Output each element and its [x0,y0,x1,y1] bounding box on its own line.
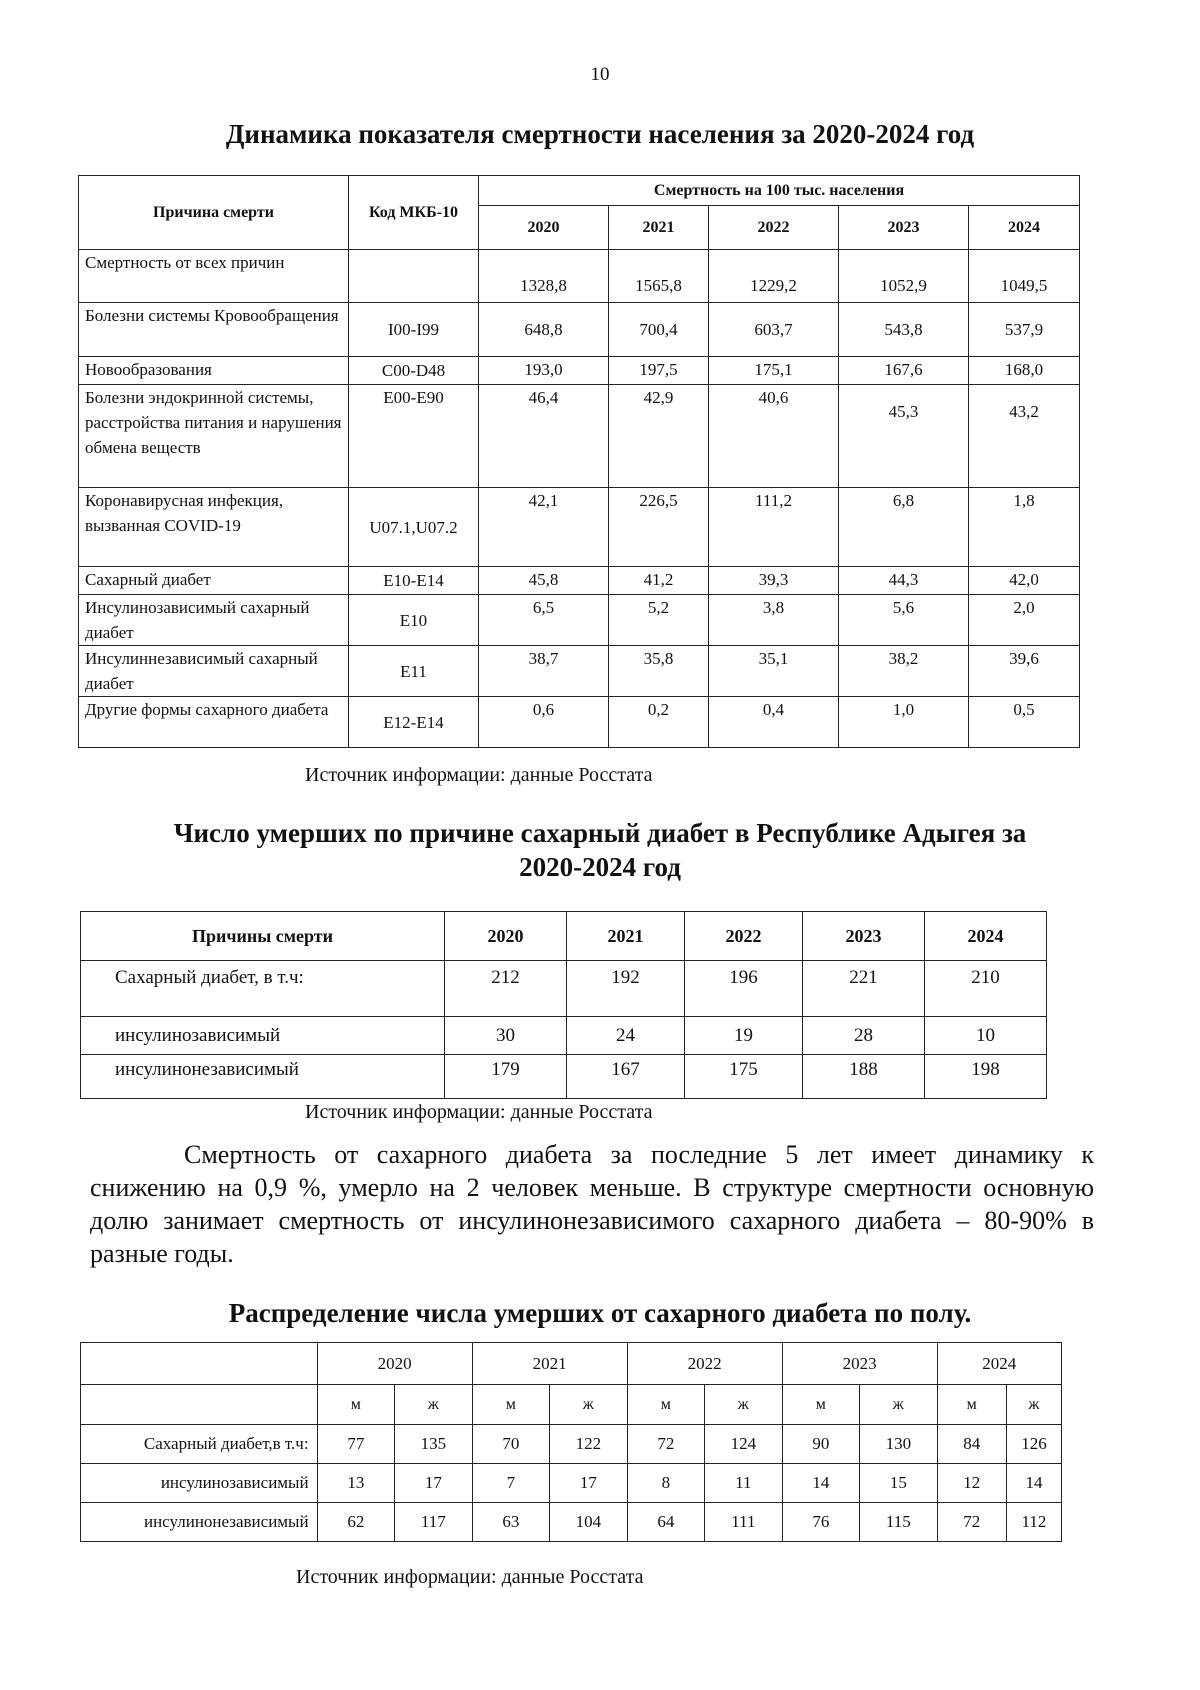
value-cell: 72 [937,1503,1006,1542]
table3-source: Источник информации: данные Росстата [296,1566,644,1588]
year-header: 2022 [709,206,839,250]
value-cell: 5,6 [839,595,969,646]
sex-male-header: м [472,1385,550,1425]
table2-source: Источник информации: данные Росстата [305,1101,653,1123]
value-cell: 0,2 [609,697,709,748]
sex-female-header: ж [705,1385,783,1425]
value-cell: 3,8 [709,595,839,646]
cause-cell: Смертность от всех причин [79,250,349,303]
cause-cell: Инсулиннезависимый сахарный диабет [79,646,349,697]
value-cell: 111,2 [709,488,839,567]
cause-cell: Сахарный диабет,в т.ч: [81,1425,318,1464]
empty-header-cell [81,1385,318,1425]
table-row [79,488,1080,567]
value-cell: 14 [1006,1464,1061,1503]
value-cell: 1229,2 [709,250,839,303]
value-cell: 175 [685,1055,803,1099]
value-cell: 167,6 [839,357,969,385]
sex-female-header: ж [860,1385,938,1425]
sex-female-header: ж [1006,1385,1061,1425]
page-number: 10 [590,64,610,85]
table-row [79,303,1080,357]
year-header: 2020 [317,1343,472,1385]
value-cell: 15 [860,1464,938,1503]
year-header: 2023 [839,206,969,250]
value-cell: 84 [937,1425,1006,1464]
value-cell: 41,2 [609,567,709,595]
table-row [81,1425,1062,1464]
value-cell: 104 [550,1503,628,1542]
cause-cell: Сахарный диабет [79,567,349,595]
table-row [79,385,1080,488]
cause-cell: Другие формы сахарного диабета [79,697,349,748]
value-cell: 77 [317,1425,395,1464]
cause-cell: инсулинозависимый [81,1464,318,1503]
value-cell: 14 [782,1464,860,1503]
value-cell: 6,5 [479,595,609,646]
table-row [81,1464,1062,1503]
value-cell: 117 [395,1503,473,1542]
col-group-header: Смертность на 100 тыс. населения [479,176,1080,206]
value-cell: 212 [445,961,567,1017]
sex-male-header: м [627,1385,705,1425]
diabetes-deaths-table [80,911,1047,1099]
year-header: 2021 [472,1343,627,1385]
sex-female-header: ж [395,1385,473,1425]
value-cell: 35,8 [609,646,709,697]
cause-cell: Сахарный диабет, в т.ч: [81,961,445,1017]
value-cell: 13 [317,1464,395,1503]
value-cell: 0,4 [709,697,839,748]
table-row [79,697,1080,748]
table-row [81,1503,1062,1542]
value-cell: 38,2 [839,646,969,697]
cause-cell: инсулинонезависимый [81,1503,318,1542]
value-cell: 543,8 [839,303,969,357]
value-cell: 39,6 [969,646,1080,697]
value-cell: 1052,9 [839,250,969,303]
value-cell: 64 [627,1503,705,1542]
cause-cell: Новообразования [79,357,349,385]
value-cell: 30 [445,1017,567,1055]
year-header: 2020 [479,206,609,250]
cause-cell: Болезни системы Кровообращения [79,303,349,357]
value-cell: 44,3 [839,567,969,595]
value-cell: 124 [705,1425,783,1464]
value-cell: 72 [627,1425,705,1464]
code-cell: E00-E90 [349,385,479,488]
value-cell: 1,0 [839,697,969,748]
table-row [79,357,1080,385]
code-cell: C00-D48 [349,357,479,385]
sex-male-header: м [937,1385,1006,1425]
value-cell: 8 [627,1464,705,1503]
table2-title-line2: 2020-2024 год [519,852,681,882]
value-cell: 42,9 [609,385,709,488]
code-cell: E11 [349,646,479,697]
col-code-header: Код МКБ-10 [349,176,479,250]
value-cell: 175,1 [709,357,839,385]
value-cell: 5,2 [609,595,709,646]
value-cell: 112 [1006,1503,1061,1542]
value-cell: 1565,8 [609,250,709,303]
sex-male-header: м [782,1385,860,1425]
col-cause-header: Причины смерти [81,912,445,961]
table1-title: Динамика показателя смертности населения за 2020-2024 год [225,119,975,149]
year-header: 2022 [685,912,803,961]
value-cell: 17 [395,1464,473,1503]
value-cell: 7 [472,1464,550,1503]
value-cell: 76 [782,1503,860,1542]
value-cell: 42,0 [969,567,1080,595]
year-header: 2024 [937,1343,1061,1385]
table2-title-line1: Число умерших по причине сахарный диабет в Республике Адыгея за [173,818,1027,848]
cause-cell: инсулинонезависимый [81,1055,445,1099]
value-cell: 192 [567,961,685,1017]
year-header: 2020 [445,912,567,961]
cause-cell: инсулинозависимый [81,1017,445,1055]
value-cell: 179 [445,1055,567,1099]
code-cell: E10-E14 [349,567,479,595]
value-cell: 167 [567,1055,685,1099]
value-cell: 0,6 [479,697,609,748]
value-cell: 40,6 [709,385,839,488]
table-row [81,1055,1047,1099]
year-header: 2024 [925,912,1047,961]
year-header: 2024 [969,206,1080,250]
value-cell: 115 [860,1503,938,1542]
table-row [79,567,1080,595]
year-header: 2023 [782,1343,937,1385]
value-cell: 111 [705,1503,783,1542]
empty-corner-cell [81,1343,318,1385]
value-cell: 90 [782,1425,860,1464]
code-cell: U07.1,U07.2 [349,488,479,567]
cause-cell: Инсулинозависимый сахарный диабет [79,595,349,646]
value-cell: 196 [685,961,803,1017]
code-cell: E10 [349,595,479,646]
value-cell: 130 [860,1425,938,1464]
table-row [79,595,1080,646]
value-cell: 0,5 [969,697,1080,748]
table1-source: Источник информации: данные Росстата [305,764,653,786]
value-cell: 221 [803,961,925,1017]
value-cell: 70 [472,1425,550,1464]
value-cell: 12 [937,1464,1006,1503]
value-cell: 43,2 [969,385,1080,488]
value-cell: 193,0 [479,357,609,385]
value-cell: 17 [550,1464,628,1503]
code-cell: I00-I99 [349,303,479,357]
mortality-rate-table [78,175,1080,748]
value-cell: 700,4 [609,303,709,357]
table-row [79,250,1080,303]
value-cell: 537,9 [969,303,1080,357]
value-cell: 63 [472,1503,550,1542]
value-cell: 197,5 [609,357,709,385]
value-cell: 10 [925,1017,1047,1055]
value-cell: 11 [705,1464,783,1503]
value-cell: 210 [925,961,1047,1017]
value-cell: 168,0 [969,357,1080,385]
value-cell: 648,8 [479,303,609,357]
value-cell: 19 [685,1017,803,1055]
diabetes-deaths-by-sex-table [80,1342,1062,1542]
value-cell: 35,1 [709,646,839,697]
code-cell: E12-E14 [349,697,479,748]
value-cell: 45,8 [479,567,609,595]
value-cell: 122 [550,1425,628,1464]
cause-cell: Болезни эндокринной системы, расстройства питания и нарушения обмена веществ [79,385,349,488]
summary-paragraph: Смертность от сахарного диабета за последние 5 лет имеет динамику к снижению на 0,9 %, умерло на 2 человек меньше. В структуре смертности основную долю занимает смертность от инсулинонезависимого сахарного диабета – 80-90% в разные годы. [90,1140,1094,1268]
value-cell: 603,7 [709,303,839,357]
value-cell: 45,3 [839,385,969,488]
value-cell: 226,5 [609,488,709,567]
table-row [81,1017,1047,1055]
cause-cell: Коронавирусная инфекция, вызванная COVID-19 [79,488,349,567]
code-cell [349,250,479,303]
value-cell: 6,8 [839,488,969,567]
value-cell: 188 [803,1055,925,1099]
sex-female-header: ж [550,1385,628,1425]
table-row [79,646,1080,697]
value-cell: 39,3 [709,567,839,595]
value-cell: 135 [395,1425,473,1464]
value-cell: 46,4 [479,385,609,488]
value-cell: 24 [567,1017,685,1055]
value-cell: 2,0 [969,595,1080,646]
year-header: 2021 [567,912,685,961]
value-cell: 28 [803,1017,925,1055]
value-cell: 126 [1006,1425,1061,1464]
value-cell: 1049,5 [969,250,1080,303]
value-cell: 42,1 [479,488,609,567]
value-cell: 1,8 [969,488,1080,567]
sex-male-header: м [317,1385,395,1425]
table3-title: Распределение числа умерших от сахарного диабета по полу. [228,1298,972,1328]
year-header: 2021 [609,206,709,250]
year-header: 2023 [803,912,925,961]
table-row [81,961,1047,1017]
value-cell: 198 [925,1055,1047,1099]
col-cause-header: Причина смерти [79,176,349,250]
year-header: 2022 [627,1343,782,1385]
value-cell: 1328,8 [479,250,609,303]
value-cell: 62 [317,1503,395,1542]
value-cell: 38,7 [479,646,609,697]
